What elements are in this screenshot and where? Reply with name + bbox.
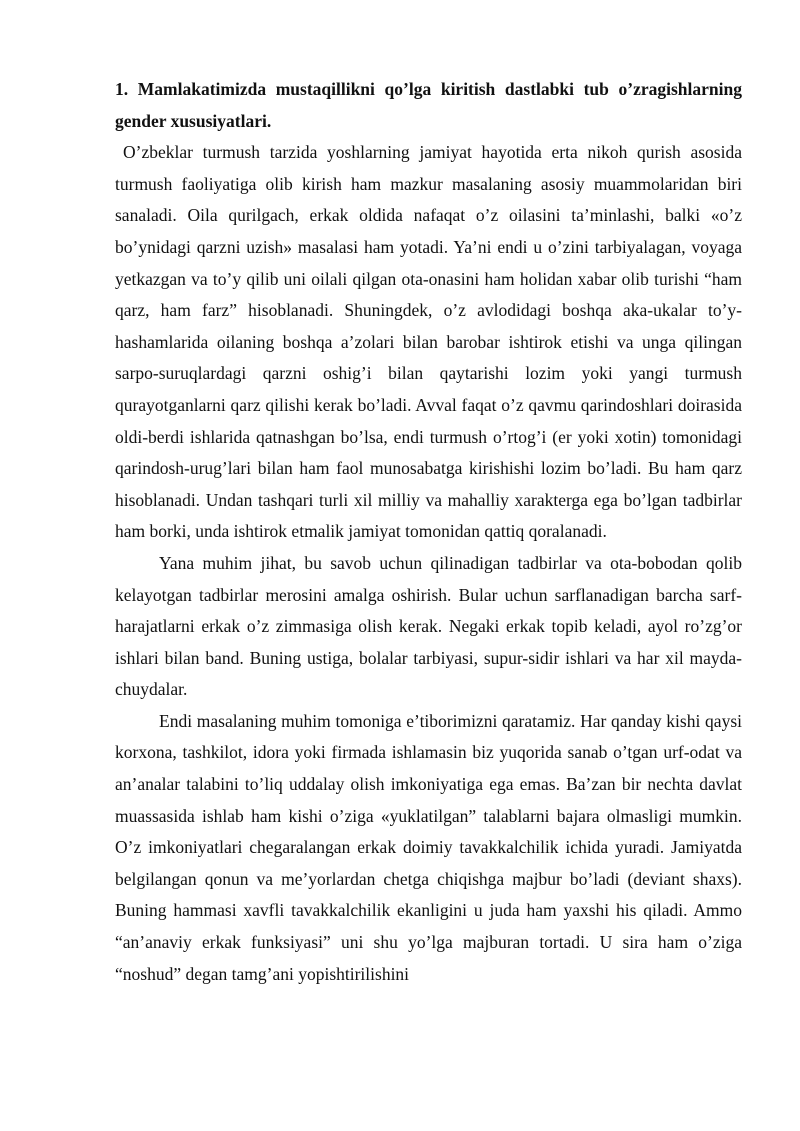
section-heading: 1. Mamlakatimizda mustaqillikni qo’lga kiritish dastlabki tub o’zragishlarning gender xususiyatlari.: [115, 79, 742, 131]
document-page: [115, 74, 742, 990]
paragraph-2: Yana muhim jihat, bu savob uchun qilinadigan tadbirlar va ota-bobodan qolib kelayotgan tadbirlar merosini amalga oshirish. Bular uchun sarflanadigan barcha sarf-harajatlarni erkak o’z zimmasiga olish kerak. Negaki erkak topib keladi, ayol ro’zg’or ishlari bilan band. Buning ustiga, bolalar tarbiyasi, supur-sidir ishlari va har xil mayda-chuydalar.: [115, 552, 742, 700]
paragraph-3: Endi masalaning muhim tomoniga e’tiborimizni qaratamiz. Har qanday kishi qaysi korxona, tashkilot, idora yoki firmada ishlamasin biz yuqorida sanab o’tgan urf-odat va an’analar talabini to’liq uddalay olish imkoniyatiga ega emas. Ba’zan bir nechta davlat muassasida ishlab ham kishi o’ziga «yuklatilgan” talablarni bajara olmasligi mumkin. O’z imkoniyatlari chegaralangan erkak doimiy tavakkalchilik ichida yuradi. Jamiyatda belgilangan qonun va me’yorlardan chetga chiqishga majbur bo’ladi (deviant shaxs). Buning hammasi xavfli tavakkalchilik ekanligini u juda ham yaxshi his qiladi. Ammo “an’anaviy erkak funksiyasi” uni shu yo’lga majburan tortadi. U sira ham o’ziga “noshud” degan tamg’ani yopishtirilishini: [115, 710, 742, 984]
paragraph-1: O’zbeklar turmush tarzida yoshlarning jamiyat hayotida erta nikoh qurish asosida turmush faoliyatiga olib kirish ham mazkur masalaning asosiy muammolaridan biri sanaladi. Oila qurilgach, erkak oldida nafaqat o’z oilasini ta’minlashi, balki «o’z bo’ynidagi qarzni uzish» masalasi ham yotadi. Ya’ni endi u o’zini tarbiyalagan, voyaga yetkazgan va to’y qilib uni oilali qilgan ota-onasini ham holidan xabar olib turishi “ham qarz, ham farz” hisoblanadi. Shuningdek, o’z avlodidagi boshqa aka-ukalar to’y-hashamlarida oilaning boshqa a’zolari bilan barobar ishtirok etishi va unga qilingan sarpo-suruqlardagi qarzni oshig’i bilan qaytarishi lozim yoki yangi turmush qurayotganlarni qarz qilishi kerak bo’ladi. Avval faqat o’z qavmu qarindoshlari doirasida oldi-berdi ishlarida qatnashgan bo’lsa, endi turmush o’rtog’i (er yoki xotin) tomonidagi qarindosh-urug’lari bilan ham faol munosabatga kirishishi lozim bo’ladi. Bu ham qarz hisoblanadi. Undan tashqari turli xil milliy va mahalliy xarakterga ega bo’lgan tadbirlar ham borki, unda ishtirok etmalik jamiyat tomonidan qattiq qoralanadi.: [115, 142, 742, 542]
